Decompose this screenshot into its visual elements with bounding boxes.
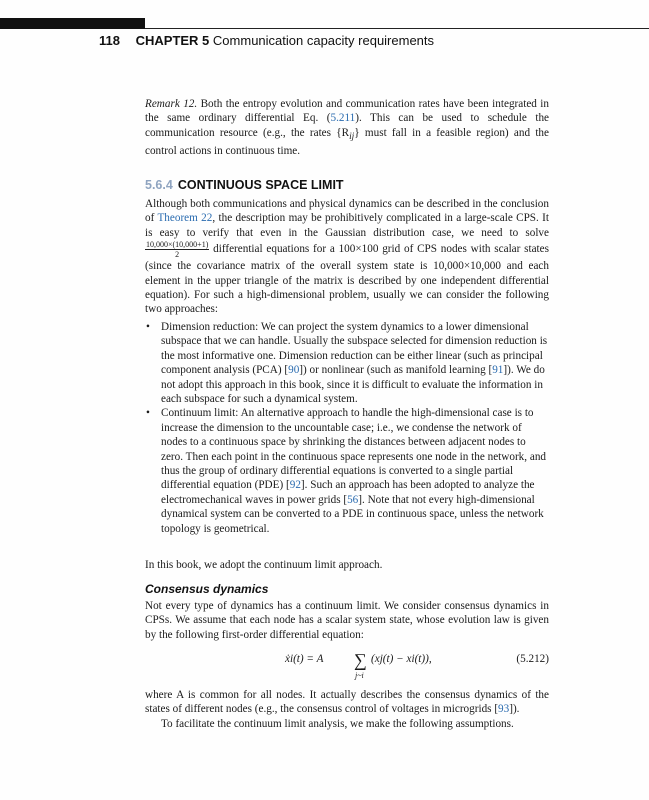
- citation-link[interactable]: 93: [498, 703, 510, 716]
- bullet-icon: •: [146, 407, 150, 420]
- assumptions-paragraph: To facilitate the continuum limit analysis, we make the following assumptions.: [161, 718, 514, 730]
- sum-subscript: j~i: [355, 671, 364, 680]
- page-number: 118: [99, 33, 120, 48]
- equation-link[interactable]: 5.211: [330, 112, 356, 125]
- header-bar: [0, 18, 145, 29]
- approach-list: [145, 320, 549, 536]
- remark-paragraph: Remark 12. Both the entropy evolution and communication rates have been integrated in the same ordinary differential Eq. (5.211). This can be used to schedule the communication resource (e.g., the rates $\{R_{ij}\}$ must fall in a feasible region) and the control actions in continuous time.: [145, 98, 549, 158]
- approach-paragraph: In this book, we adopt the continuum limit approach.: [145, 559, 383, 571]
- citation-link[interactable]: 56: [347, 493, 359, 506]
- section-number: 5.6.4: [145, 178, 173, 192]
- header-rule: [145, 28, 649, 29]
- equation-lhs: ẋi(t) = A: [285, 653, 324, 665]
- bullet-icon: •: [146, 321, 150, 333]
- list-item: • Continuum limit: An alternative approach to handle the high-dimensional case is to increase the dimension to the uncountable case; i.e., we condense the network of nodes to a continuous space by shrinking the distances between adjacent nodes to zero. Then each point in the continuous space represents one node in the network, and thus the group of ordinary differential equations is converted to a single partial differential equation (PDE) [92]. Such an approach has been adopted to analyze the electromechanical waves in power grids [56]. Note that not every high-dimensional dynamical system can be converted to a PDE in continuous space, unless the network topology is geometrical.: [146, 407, 547, 535]
- theorem-link[interactable]: Theorem 22: [157, 212, 213, 225]
- chapter-title: Communication capacity requirements: [212, 33, 435, 48]
- list-item: • Dimension reduction: We can project the system dynamics to a lower dimensional subspace that we can handle. Usually the subspace selected for dimension reduction is the most informative one. Dimension reduction can be either linear (such as principal component analysis (PCA) [90]) or nonlinear (such as manifold learning [91]). We do not adopt this approach in this book, since it is difficult to evaluate the information in each subspace for such a dynamical system.: [146, 321, 548, 406]
- running-header: [99, 33, 434, 48]
- consensus-paragraph: Not every type of dynamics has a continuum limit. We consider consensus dynamics in CPSs. We assume that each node has a scalar system state, whose evolution law is given by the following first-order differential equation:: [145, 600, 549, 641]
- citation-link[interactable]: 91: [492, 364, 504, 377]
- subsection-heading: Consensus dynamics: [145, 582, 269, 596]
- fraction: $\frac{10,000\times(10,000+1)}{2}$: [146, 240, 209, 260]
- equation-rhs: (xj(t) − xi(t)),: [371, 653, 432, 665]
- equation-block: [145, 648, 549, 682]
- remark-label: Remark 12.: [145, 98, 198, 110]
- equation-label: (5.212): [516, 653, 549, 665]
- sum-symbol: ∑: [354, 650, 367, 670]
- chapter-label: CHAPTER 5: [135, 33, 210, 48]
- section-heading: [145, 178, 344, 192]
- where-paragraph: where A is common for all nodes. It actually describes the consensus dynamics of the states of different nodes (e.g., the consensus control of voltages in microgrids [93]).: [145, 689, 549, 716]
- citation-link[interactable]: 92: [289, 479, 301, 492]
- section-title: CONTINUOUS SPACE LIMIT: [177, 178, 344, 192]
- intro-paragraph: Although both communications and physical dynamics can be described in the conclusion of Theorem 22, the description may be prohibitively complicated in a large-scale CPS. It is easy to verify that even in the Gaussian distribution case, we need to solve $\frac{10,000\times(10,000+1)}{2}$ differential equations for a 100×100 grid of CPS nodes with scalar states (since the covariance matrix of the overall system state is 10,000×10,000 and each element in the upper triangle of the matrix is described by one independent differential equation). For such a high-dimensional problem, usually we can consider the following two approaches:: [145, 198, 549, 316]
- citation-link[interactable]: 90: [288, 364, 300, 377]
